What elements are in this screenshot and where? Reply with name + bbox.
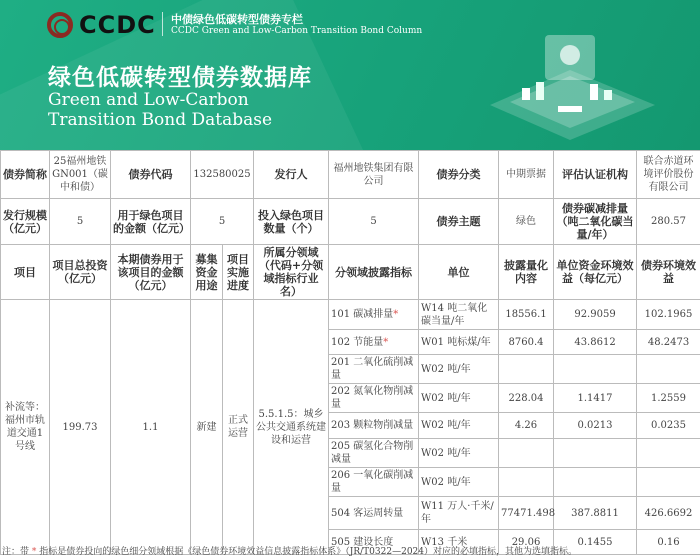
banner	[0, 0, 700, 150]
ccdc-logo-icon	[47, 12, 73, 38]
indicator-value: 8760.4	[499, 330, 554, 355]
logo-text: CCDC	[79, 11, 156, 39]
indicator-name-text: 505 建设长度	[331, 536, 394, 548]
indicator-bond-benefit	[637, 439, 700, 468]
indicator-per-unit-benefit	[554, 439, 637, 468]
issuer-label: 发行人	[254, 151, 329, 199]
bond-table	[0, 150, 700, 555]
carbon-label: 债券碳减排量（吨二氧化碳当量/年）	[554, 199, 637, 245]
table-row	[1, 199, 700, 245]
column-header: 募集资金用途	[191, 245, 223, 300]
indicator-value	[499, 355, 554, 384]
bond-code: 132580025	[191, 151, 254, 199]
indicator-name	[329, 384, 419, 413]
indicator-name-text: 201 二氧化硫削减量	[331, 357, 414, 381]
indicator-unit: W02 吨/年	[419, 439, 499, 468]
column-header: 项目实施进度	[223, 245, 254, 300]
indicator-value: 18556.1	[499, 300, 554, 330]
indicator-bond-benefit: 426.6692	[637, 497, 700, 530]
title-en-line1: Green and Low-Carbon	[48, 90, 249, 110]
project-use: 新建	[191, 300, 223, 555]
indicator-name-text: 202 氮氧化物削减量	[331, 386, 414, 410]
ccdc-logo	[47, 11, 156, 39]
size: 5	[50, 199, 111, 245]
indicator-unit: W01 吨标煤/年	[419, 330, 499, 355]
column-header: 披露量化内容	[499, 245, 554, 300]
table-header-row	[1, 245, 700, 300]
column-title-cn: 中债绿色低碳转型债券专栏	[171, 13, 303, 26]
green-amount-label: 用于绿色项目的金额（亿元）	[111, 199, 191, 245]
indicator-name	[329, 468, 419, 497]
column-header: 项目	[1, 245, 50, 300]
indicator-unit: W02 吨/年	[419, 384, 499, 413]
indicator-per-unit-benefit: 387.8811	[554, 497, 637, 530]
indicator-unit: W02 吨/年	[419, 413, 499, 439]
indicator-value	[499, 439, 554, 468]
indicator-per-unit-benefit: 92.9059	[554, 300, 637, 330]
page-title: 绿色低碳转型债券数据库	[48, 65, 312, 91]
indicator-name	[329, 413, 419, 439]
theme-label: 债券主题	[419, 199, 499, 245]
indicator-value	[499, 468, 554, 497]
cert-agency: 联合赤道环境评价股份有限公司	[637, 151, 700, 199]
bond-name: 25福州地铁GN001（碳中和债）	[50, 151, 111, 199]
indicator-value: 4.26	[499, 413, 554, 439]
bond-type: 中期票据	[499, 151, 554, 199]
indicator-per-unit-benefit	[554, 468, 637, 497]
carbon-reduction: 280.57	[637, 199, 700, 245]
page-title-en	[48, 90, 272, 130]
column-header: 债券环境效益	[637, 245, 700, 300]
cert-label: 评估认证机构	[554, 151, 637, 199]
indicator-name	[329, 330, 419, 355]
required-star-icon: *	[393, 309, 399, 320]
indicator-unit: W13 千米	[419, 530, 499, 555]
project-name: 补流等：福州市轨道交通1号线	[1, 300, 50, 555]
required-star-icon: *	[31, 547, 37, 557]
table-row	[1, 151, 700, 199]
divider	[162, 12, 163, 36]
required-star-icon: *	[383, 336, 389, 348]
column-header: 项目总投资（亿元）	[50, 245, 111, 300]
green-amount: 5	[191, 199, 254, 245]
indicator-bond-benefit: 1.2559	[637, 384, 700, 413]
indicator-unit: W02 吨/年	[419, 355, 499, 384]
indicator-name-text: 504 客运周转量	[331, 507, 404, 519]
indicator-name	[329, 439, 419, 468]
indicator-bond-benefit	[637, 355, 700, 384]
project-count: 5	[329, 199, 419, 245]
indicator-name	[329, 355, 419, 384]
indicator-row	[1, 300, 700, 330]
column-header: 分领域披露指标	[329, 245, 419, 300]
indicator-per-unit-benefit: 0.1455	[554, 530, 637, 555]
indicator-per-unit-benefit: 43.8612	[554, 330, 637, 355]
column-header: 单位资金环境效益（每亿元）	[554, 245, 637, 300]
footnote-text: 指标是债券投向的绿色细分领域根据《绿色债券环境效益信息披露指标体系》（JR/T0322—2024）对应的必填指标，其他为选填指标。	[39, 547, 577, 557]
size-label: 发行规模（亿元）	[1, 199, 50, 245]
indicator-unit: W02 吨/年	[419, 468, 499, 497]
indicator-unit: W11 万人·千米/年	[419, 497, 499, 530]
indicator-name	[329, 300, 419, 330]
bond-name-label: 债券简称	[1, 151, 50, 199]
bond-type-label: 债券分类	[419, 151, 499, 199]
indicator-name-text: 205 碳氢化合物削减量	[331, 441, 414, 465]
indicator-name-text: 206 一氧化碳削减量	[331, 470, 414, 494]
indicator-value: 228.04	[499, 384, 554, 413]
indicator-per-unit-benefit	[554, 355, 637, 384]
indicator-bond-benefit: 102.1965	[637, 300, 700, 330]
indicator-name-text: 101 碳减排量	[331, 309, 394, 320]
indicator-name-text: 203 颗粒物削减量	[331, 420, 414, 431]
indicator-bond-benefit: 48.2473	[637, 330, 700, 355]
indicator-value: 77471.498	[499, 497, 554, 530]
indicator-bond-benefit: 0.16	[637, 530, 700, 555]
indicator-name-text: 102 节能量	[331, 336, 384, 348]
column-title-en: CCDC Green and Low-Carbon Transition Bond Column	[171, 26, 423, 36]
indicator-unit: W14 吨二氧化碳当量/年	[419, 300, 499, 330]
indicator-name	[329, 497, 419, 530]
project-total: 199.73	[50, 300, 111, 555]
footnote-prefix: 注：带	[2, 547, 30, 557]
database-illustration-icon	[470, 10, 670, 145]
bond-code-label: 债券代码	[111, 151, 191, 199]
project-domain: 5.5.1.5：城乡公共交通系统建设和运营	[254, 300, 329, 555]
project-progress: 正式运营	[223, 300, 254, 555]
project-count-label: 投入绿色项目数量（个）	[254, 199, 329, 245]
project-amount: 1.1	[111, 300, 191, 555]
issuer: 福州地铁集团有限公司	[329, 151, 419, 199]
indicator-per-unit-benefit: 0.0213	[554, 413, 637, 439]
indicator-bond-benefit: 0.0235	[637, 413, 700, 439]
column-header: 所属分领域（代码+分领域指标行业名）	[254, 245, 329, 300]
indicator-value: 29.06	[499, 530, 554, 555]
indicator-per-unit-benefit: 1.1417	[554, 384, 637, 413]
theme: 绿色	[499, 199, 554, 245]
title-en-line2: Transition Bond Database	[48, 110, 273, 130]
indicator-bond-benefit	[637, 468, 700, 497]
footnote	[2, 544, 577, 557]
column-header: 单位	[419, 245, 499, 300]
column-header: 本期债券用于该项目的金额（亿元）	[111, 245, 191, 300]
